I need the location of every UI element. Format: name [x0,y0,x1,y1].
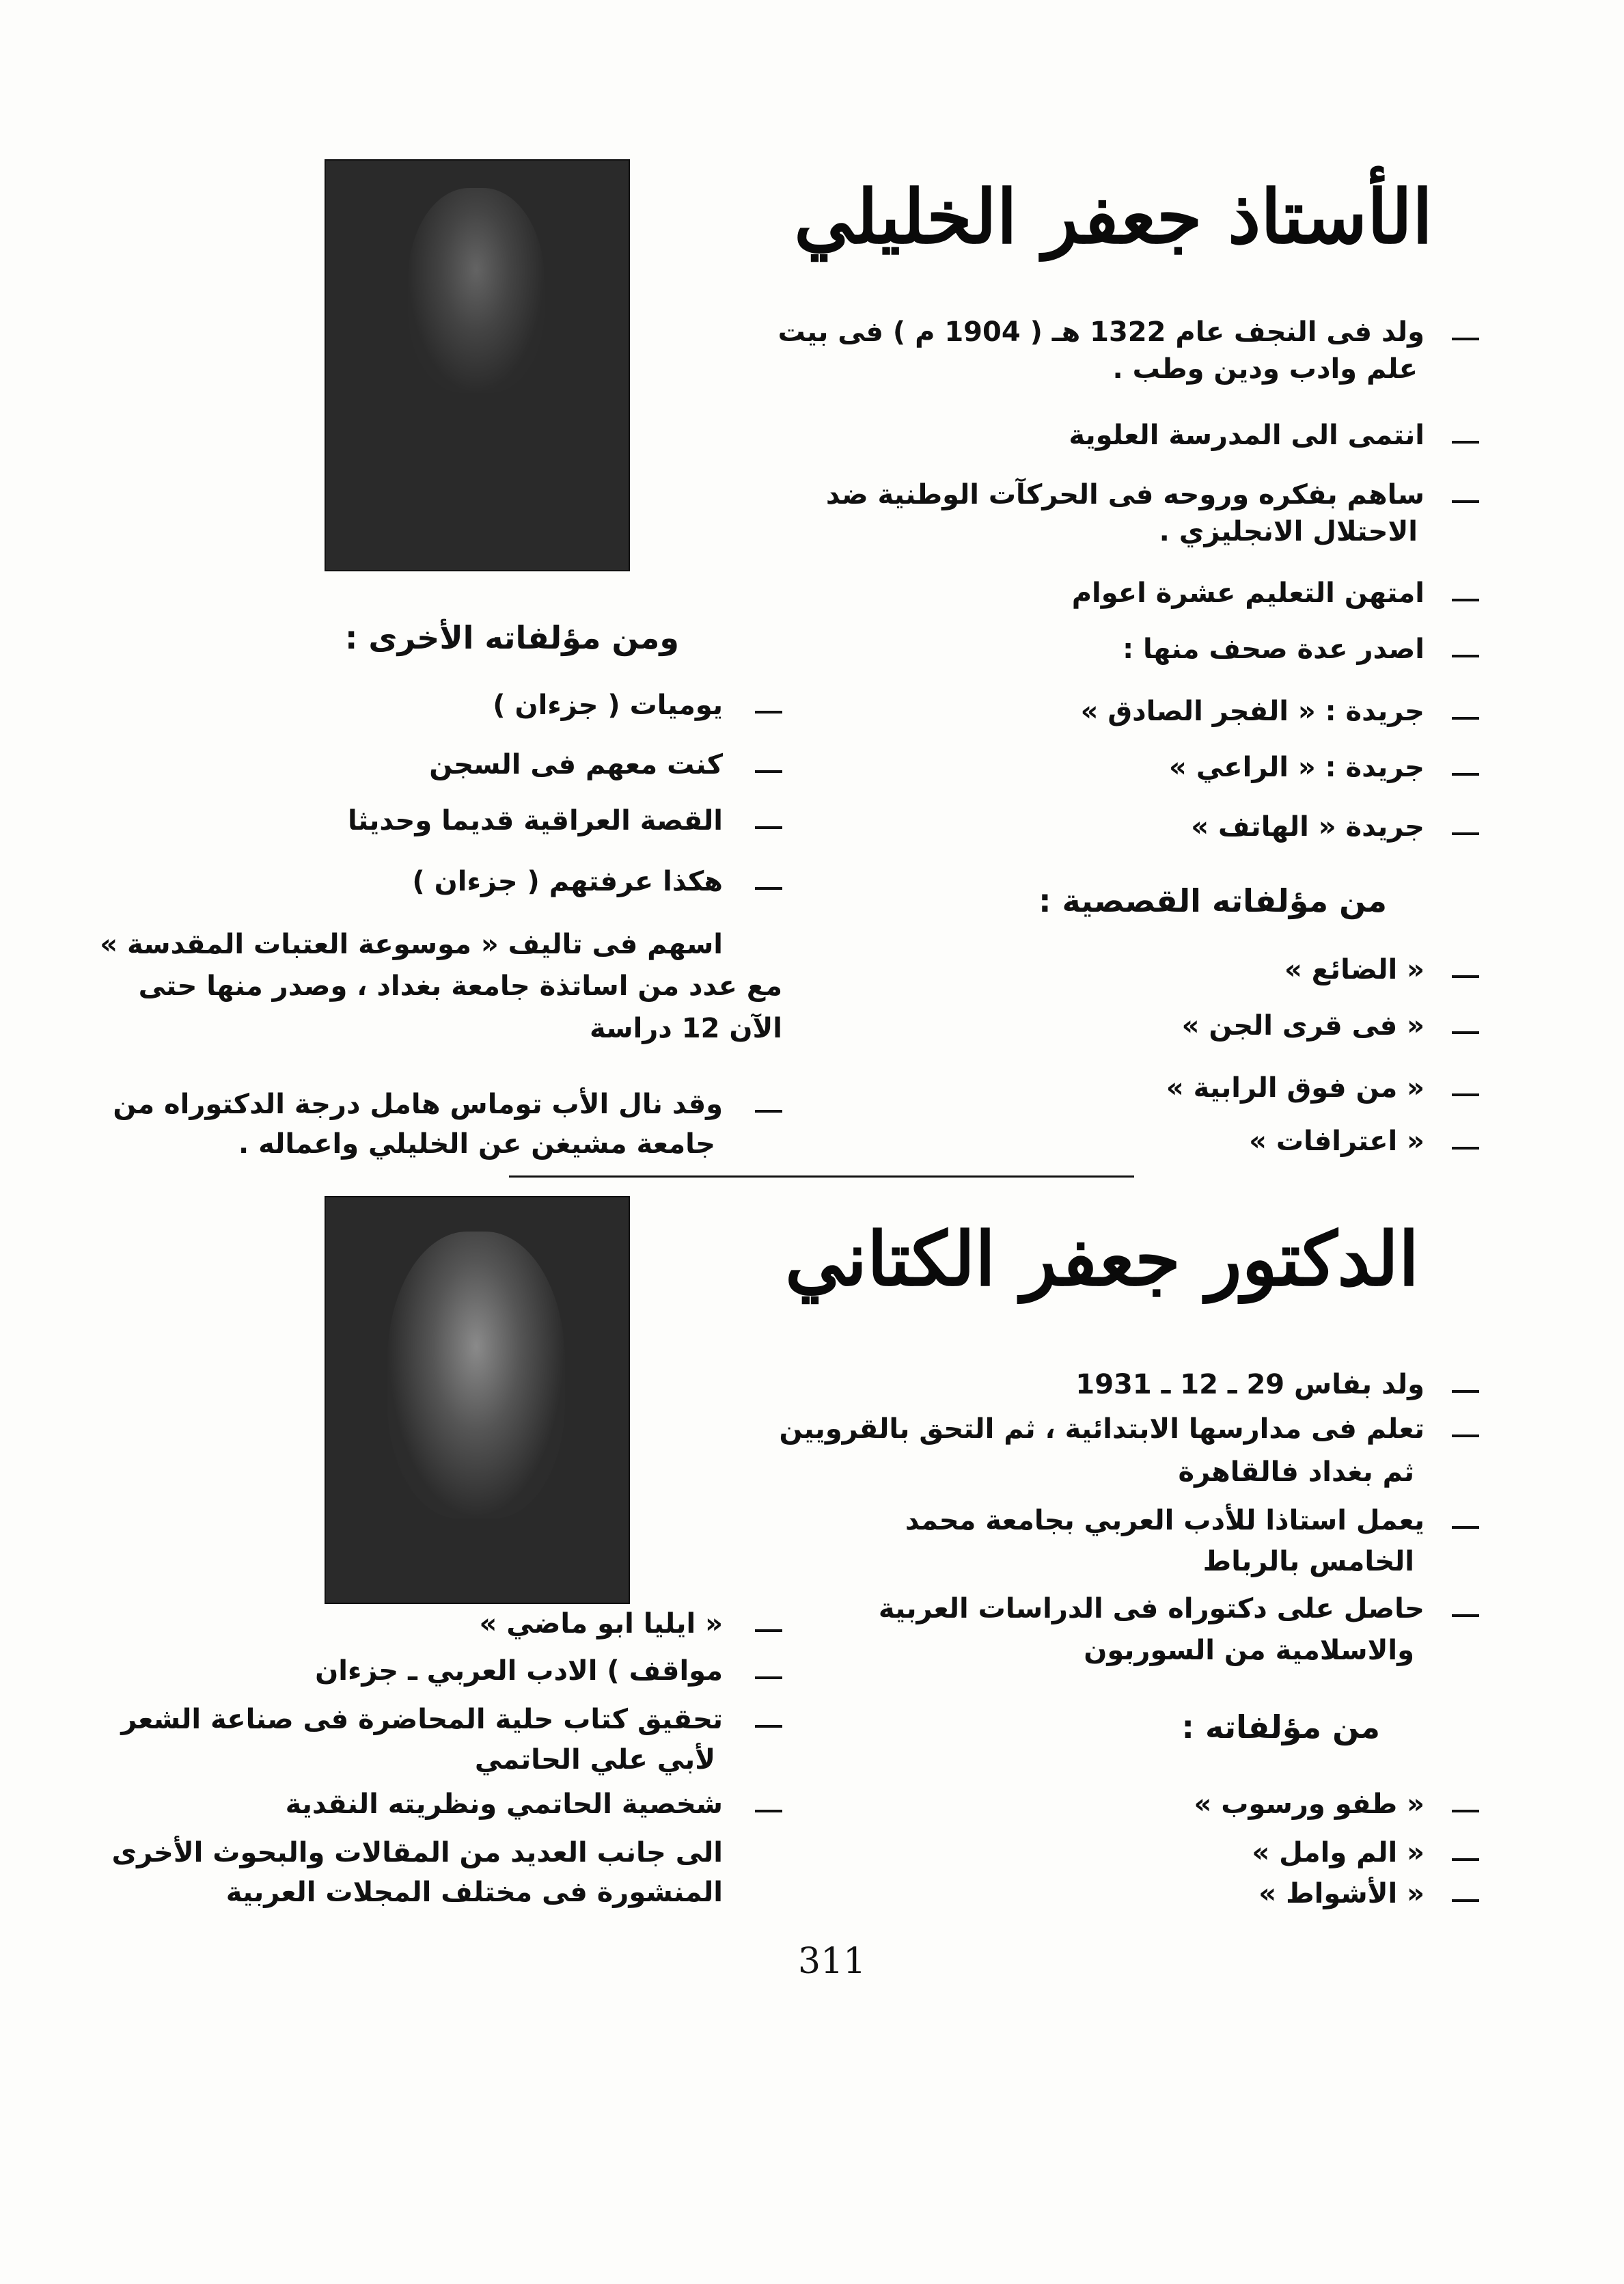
text-line: ولد بفاس 29 ـ 12 ـ 1931 [1075,1369,1425,1400]
text-line: الخامس بالرباط [1202,1546,1414,1577]
text-line: مع عدد من اساتذة جامعة بغداد ، وصدر منها حتى [138,970,782,1002]
text-line: كنت معهم فى السجن [429,749,723,780]
list-dash-icon [1452,1147,1479,1150]
portrait-photo-kattani [325,1196,630,1604]
section-heading: ومن مؤلفاته الأخرى : [345,619,679,656]
list-dash-icon [755,826,782,829]
text-line: ساهم بفكره وروحه فى الحركآت الوطنية ضد [825,479,1425,511]
text-line: علم وادب ودين وطب . [1112,353,1418,385]
list-dash-icon [755,1629,782,1632]
list-dash-icon [1452,975,1479,978]
text-line: وقد نال الأب توماس هامل درجة الدكتوراه من [113,1089,723,1120]
list-dash-icon [1452,1031,1479,1034]
list-dash-icon [1452,338,1479,340]
text-line: ولد فى النجف عام 1322 هـ ( 1904 م ) فى بيت [777,316,1425,348]
text-line: ثم بغداد فالقاهرة [1178,1456,1414,1488]
section-heading: من مؤلفاته القصصية : [1038,882,1387,919]
text-line: انتمى الى المدرسة العلوية [1069,420,1425,451]
section-divider [509,1175,1134,1178]
text-line: تحقيق كتاب حلية المحاضرة فى صناعة الشعر [121,1704,723,1735]
list-dash-icon [1452,773,1479,776]
list-dash-icon [1452,1093,1479,1096]
text-line: الاحتلال الانجليزي . [1159,516,1418,547]
text-line: لأبي علي الحاتمي [474,1744,715,1776]
text-line: « فى قرى الجن » [1181,1010,1425,1042]
text-line: هكذا عرفتهم ( جزءان ) [412,866,723,897]
section-title-khalili: الأستاذ جعفر الخليلي [794,174,1433,260]
text-line: المنشورة فى مختلف المجلات العربية [225,1877,723,1908]
text-line: اصدر عدة صحف منها : [1123,634,1425,665]
text-line: « الم وامل » [1252,1837,1425,1868]
text-line: « من فوق الرابية » [1166,1072,1425,1104]
text-line: يوميات ( جزءان ) [493,690,723,721]
text-line: جامعة مشيغن عن الخليلي واعماله . [238,1128,715,1160]
list-dash-icon [1452,500,1479,503]
portrait-photo-khalili [325,159,630,571]
list-dash-icon [755,1725,782,1728]
text-line: « اعترافات » [1249,1126,1425,1157]
text-line: مواقف ) الادب العربي ـ جزءان [315,1655,723,1687]
text-line: « الضائع » [1284,954,1425,985]
text-line: « الأشواط » [1258,1878,1425,1909]
list-dash-icon [755,887,782,890]
text-line: امتهن التعليم عشرة اعوام [1071,577,1425,609]
list-dash-icon [1452,599,1479,601]
list-dash-icon [1452,1810,1479,1812]
text-line: يعمل استاذا للأدب العربي بجامعة محمد [905,1505,1425,1536]
list-dash-icon [755,711,782,713]
list-dash-icon [755,1110,782,1113]
list-dash-icon [1452,832,1479,835]
list-dash-icon [1452,717,1479,720]
text-line: القصة العراقية قديما وحديثا [348,805,723,837]
list-dash-icon [1452,1899,1479,1902]
list-dash-icon [1452,1526,1479,1529]
list-dash-icon [1452,655,1479,657]
text-line: تعلم فى مدارسها الابتدائية ، ثم التحق بالقرويين [779,1413,1425,1445]
list-dash-icon [1452,1858,1479,1861]
list-dash-icon [1452,1614,1479,1617]
text-line: جريدة « الهاتف » [1191,811,1425,843]
text-line: جريدة : « الفجر الصادق » [1080,696,1425,727]
text-line: الى جانب العديد من المقالات والبحوث الأخرى [111,1837,723,1868]
text-line: شخصية الحاتمي ونظريته النقدية [285,1789,723,1820]
section-heading: من مؤلفاته : [1181,1709,1380,1745]
text-line: جريدة : « الراعي » [1169,752,1425,783]
list-dash-icon [1452,441,1479,444]
page-number: 311 [798,1941,866,1982]
text-line: والاسلامية من السوربون [1084,1635,1414,1666]
text-line: « طفو ورسوب » [1194,1789,1425,1820]
list-dash-icon [755,1810,782,1812]
list-dash-icon [755,1676,782,1679]
section-title-kattani: الدكتور جعفر الكتاني [785,1216,1419,1303]
text-line: حاصل على دكتوراه فى الدراسات العربية [878,1593,1425,1624]
text-line: « ايليا ابو ماضي » [479,1608,723,1640]
list-dash-icon [755,770,782,773]
text-line: اسهم فى تاليف « موسوعة العتبات المقدسة » [100,929,723,960]
text-line: الآن 12 دراسة [589,1013,782,1044]
list-dash-icon [1452,1390,1479,1393]
list-dash-icon [1452,1435,1479,1437]
